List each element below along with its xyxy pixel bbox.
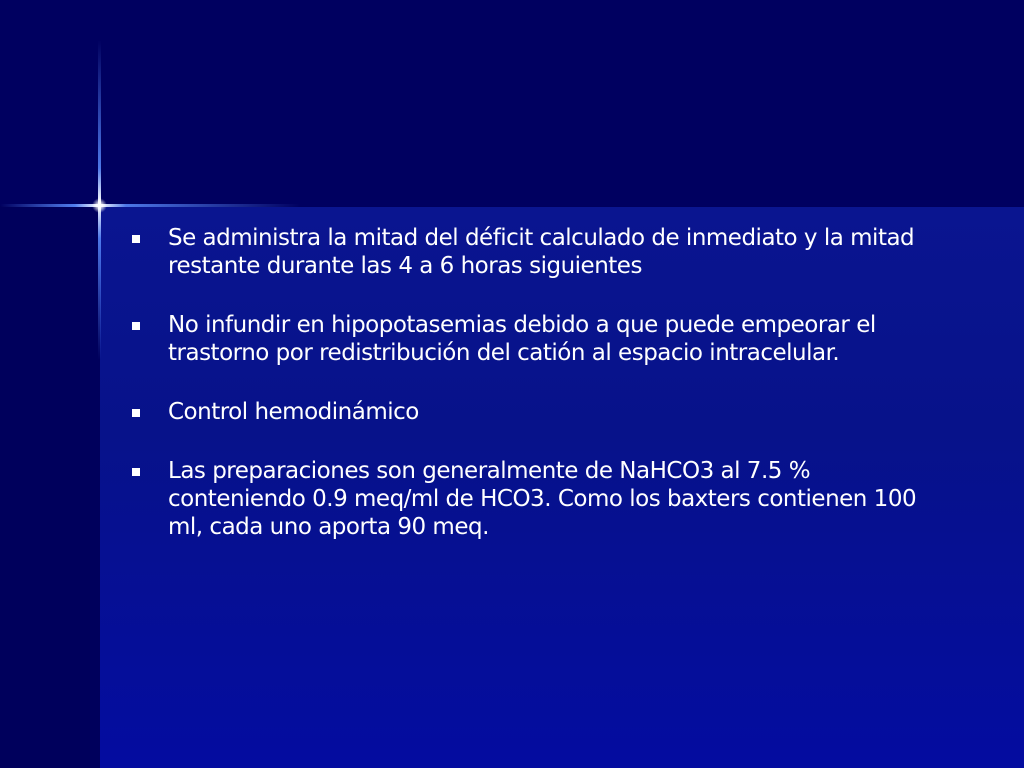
bullet-text-2: No infundir en hipopotasemias debido a que puede empeorar el trastorno por redistribución del catión al espacio intracelular. xyxy=(168,312,876,366)
bullet-item-3 xyxy=(130,398,950,426)
bullet-text-3: Control hemodinámico xyxy=(168,399,419,425)
star-sparkle-icon xyxy=(92,198,107,213)
bullet-list xyxy=(130,224,950,572)
left-band xyxy=(0,206,100,768)
star-horizontal-ray xyxy=(0,204,300,207)
bullet-item-4 xyxy=(130,457,950,541)
square-bullet-icon xyxy=(132,409,140,417)
top-band xyxy=(0,0,1024,206)
square-bullet-icon xyxy=(132,468,140,476)
square-bullet-icon xyxy=(132,322,140,330)
bullet-text-4: Las preparaciones son generalmente de NaHCO3 al 7.5 % conteniendo 0.9 meq/ml de HCO3. Como los baxters contienen 100 ml, cada uno aporta 90 meq. xyxy=(168,458,917,540)
bullet-item-1 xyxy=(130,224,950,280)
bullet-text-1: Se administra la mitad del déficit calculado de inmediato y la mitad restante durante las 4 a 6 horas siguientes xyxy=(168,225,915,279)
bullet-item-2 xyxy=(130,311,950,367)
square-bullet-icon xyxy=(132,235,140,243)
